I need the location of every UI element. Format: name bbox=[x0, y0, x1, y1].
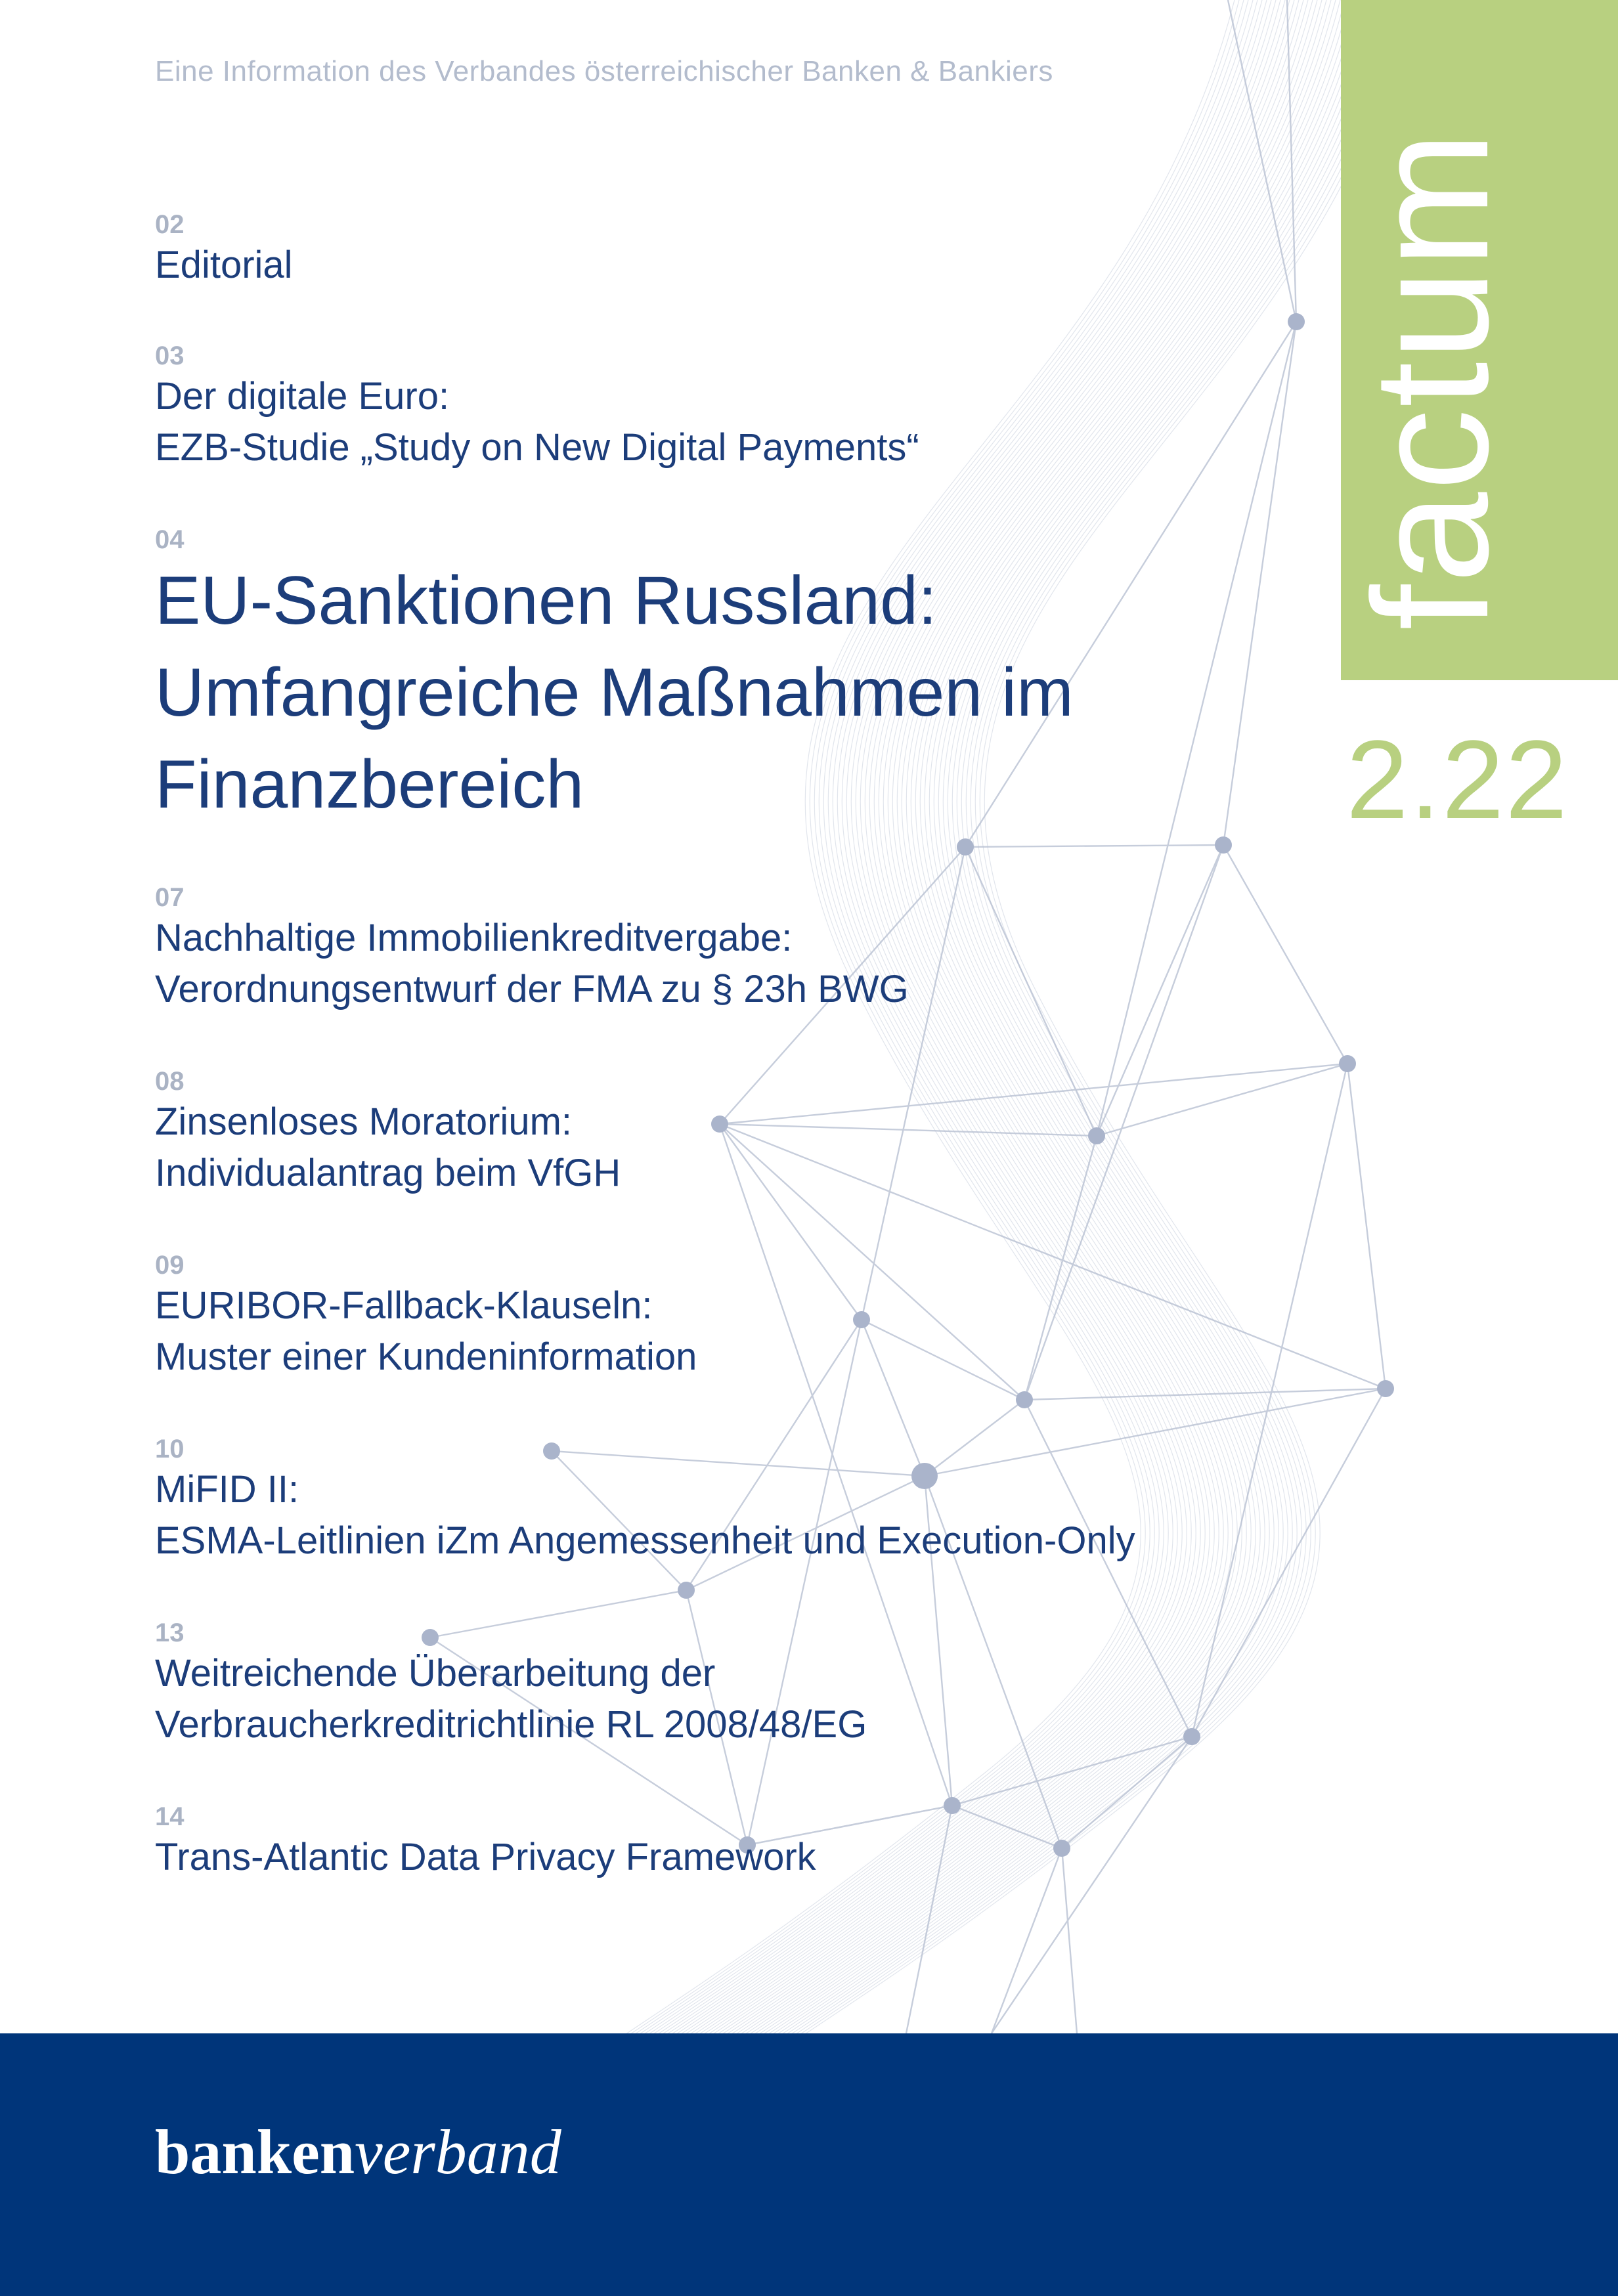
toc-entry-08[interactable] bbox=[155, 1067, 621, 1199]
toc-entry-07[interactable] bbox=[155, 883, 909, 1015]
network-node bbox=[1288, 313, 1305, 330]
network-node bbox=[1377, 1380, 1394, 1397]
network-link bbox=[1347, 1064, 1386, 1389]
network-link bbox=[862, 1320, 1024, 1400]
toc-title-line: Verbraucherkreditrichtlinie RL 2008/48/EG bbox=[155, 1703, 867, 1746]
toc-entry-03[interactable] bbox=[155, 341, 919, 473]
toc-title-line: Editorial bbox=[155, 244, 293, 286]
network-node bbox=[1088, 1127, 1105, 1144]
network-link bbox=[1097, 322, 1296, 1136]
toc-title-line: Individualantrag beim VfGH bbox=[155, 1152, 621, 1194]
network-node bbox=[853, 1311, 870, 1328]
toc-entry-09[interactable] bbox=[155, 1251, 697, 1383]
network-link bbox=[1097, 1064, 1347, 1136]
network-node bbox=[1183, 1728, 1200, 1745]
network-link bbox=[1097, 845, 1223, 1136]
toc-title-line: EZB-Studie „Study on New Digital Payments“ bbox=[155, 426, 919, 469]
toc-page-number: 02 bbox=[155, 210, 185, 239]
toc-title-line: Verordnungsentwurf der FMA zu § 23h BWG bbox=[155, 968, 909, 1010]
network-node bbox=[1215, 836, 1232, 854]
toc-title-line: Finanzbereich bbox=[155, 747, 584, 823]
toc-page-number: 08 bbox=[155, 1067, 185, 1096]
toc-title-line: Der digitale Euro: bbox=[155, 375, 450, 418]
network-link bbox=[1062, 1848, 1077, 2033]
network-link bbox=[965, 845, 1223, 847]
network-node bbox=[711, 1116, 728, 1133]
logo-bold-part: banken bbox=[155, 2117, 355, 2187]
network-link bbox=[1062, 1737, 1192, 1848]
toc-title-line: Muster einer Kundeninformation bbox=[155, 1335, 697, 1378]
toc-page-number: 13 bbox=[155, 1618, 185, 1647]
toc-entry-10[interactable] bbox=[155, 1435, 1135, 1567]
toc-page-number: 10 bbox=[155, 1435, 185, 1463]
toc-entry-14[interactable] bbox=[155, 1802, 816, 1883]
toc-page-number: 04 bbox=[155, 525, 185, 554]
toc-title-line: Zinsenloses Moratorium: bbox=[155, 1100, 572, 1143]
toc-title-line: MiFID II: bbox=[155, 1468, 299, 1511]
toc-page-number: 14 bbox=[155, 1802, 185, 1831]
toc-title-line: Trans-Atlantic Data Privacy Framework bbox=[155, 1836, 816, 1878]
issue-number: 2.22 bbox=[1346, 718, 1569, 842]
network-node bbox=[944, 1797, 961, 1814]
network-link bbox=[720, 1124, 1024, 1400]
toc-entry-02[interactable] bbox=[155, 210, 293, 291]
network-link bbox=[1223, 322, 1296, 845]
network-link bbox=[747, 1320, 862, 1845]
toc-title-line: ESMA-Leitlinien iZm Angemessenheit und Execution-Only bbox=[155, 1519, 1135, 1562]
network-node bbox=[1053, 1840, 1070, 1857]
toc-title-line: EU-Sanktionen Russland: bbox=[155, 563, 937, 639]
network-node bbox=[1339, 1055, 1356, 1072]
toc-title-line: Umfangreiche Maßnahmen im bbox=[155, 655, 1074, 731]
network-link bbox=[992, 1737, 1192, 2033]
masthead-title: factum bbox=[1339, 129, 1522, 630]
toc-title-line: Nachhaltige Immobilienkreditvergabe: bbox=[155, 917, 793, 959]
toc-page-number: 07 bbox=[155, 883, 185, 912]
network-node bbox=[678, 1582, 695, 1599]
network-link bbox=[1223, 845, 1347, 1064]
network-node bbox=[1016, 1391, 1033, 1408]
network-node bbox=[957, 838, 974, 856]
toc-entry-04-featured[interactable] bbox=[155, 525, 1074, 831]
logo-italic-part: verband bbox=[355, 2117, 561, 2187]
network-link bbox=[720, 1124, 862, 1320]
publisher-tagline: Eine Information des Verbandes österreichischer Banken & Bankiers bbox=[155, 55, 1053, 87]
toc-title-line: Weitreichende Überarbeitung der bbox=[155, 1652, 716, 1695]
bankenverband-logo[interactable] bbox=[155, 2115, 561, 2188]
network-link bbox=[720, 1064, 1347, 1124]
toc-page-number: 09 bbox=[155, 1251, 185, 1280]
toc-title-line: EURIBOR-Fallback-Klauseln: bbox=[155, 1284, 653, 1327]
toc-entry-13[interactable] bbox=[155, 1618, 867, 1750]
network-link bbox=[1287, 0, 1296, 322]
toc-page-number: 03 bbox=[155, 341, 185, 370]
network-link bbox=[965, 847, 1097, 1136]
